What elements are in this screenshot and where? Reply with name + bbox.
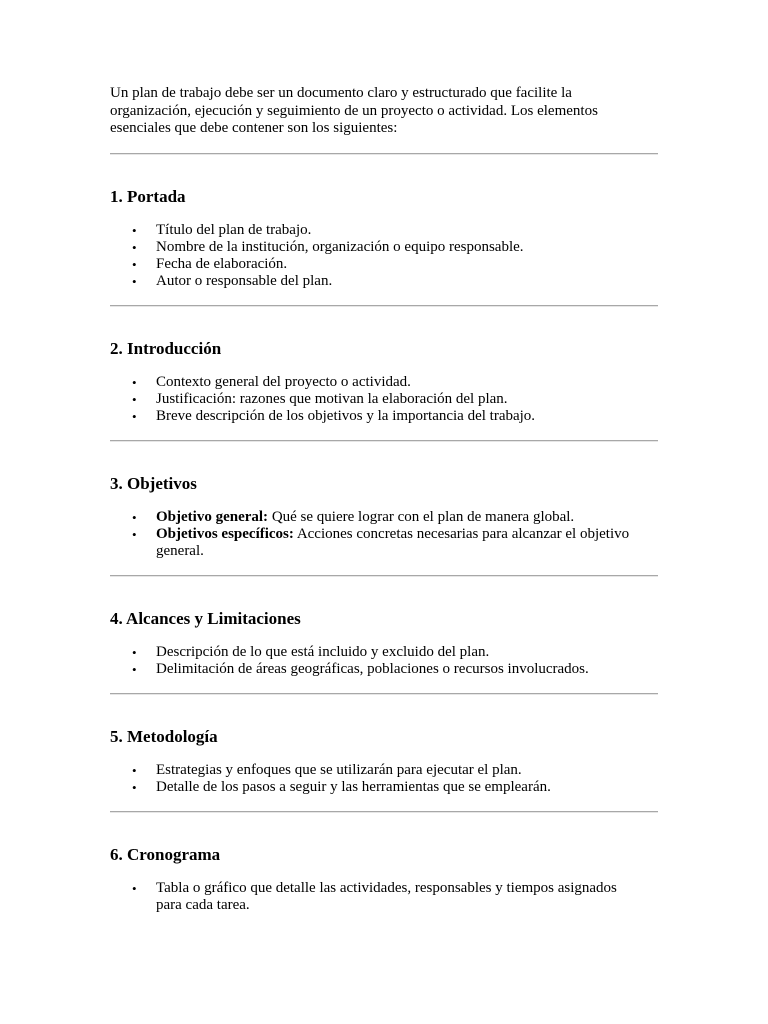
section-divider	[110, 153, 658, 155]
section-divider	[110, 693, 658, 695]
section-divider	[110, 811, 658, 813]
section-heading: 3. Objetivos	[110, 473, 197, 493]
bullet-list	[110, 222, 658, 290]
section-divider	[110, 440, 658, 442]
bullet-list	[110, 374, 658, 425]
item-lead: Objetivo general:	[156, 508, 269, 525]
bullet-list	[110, 762, 658, 796]
list-item: • Descripción de lo que está incluido y excluido del plan.	[156, 644, 646, 661]
item-text: Qué se quiere lograr con el plan de manera global.	[268, 508, 575, 525]
section-objetivos	[110, 474, 658, 577]
bullet-list	[110, 880, 658, 914]
list-item	[156, 509, 646, 526]
section-divider	[110, 575, 658, 577]
section-heading: 6. Cronograma	[110, 844, 221, 864]
list-item: • Contexto general del proyecto o actividad.	[156, 374, 646, 391]
list-item: • Título del plan de trabajo.	[156, 222, 646, 239]
section-introduccion	[110, 339, 658, 442]
list-item: • Nombre de la institución, organización o equipo responsable.	[156, 239, 646, 256]
list-item: • Delimitación de áreas geográficas, poblaciones o recursos involucrados.	[156, 661, 646, 678]
bullet-list	[110, 509, 658, 560]
section-metodologia	[110, 727, 658, 813]
bullet-list	[110, 644, 658, 678]
list-item: • Justificación: razones que motivan la elaboración del plan.	[156, 391, 646, 408]
list-item: • Fecha de elaboración.	[156, 256, 646, 273]
list-item: • Breve descripción de los objetivos y la importancia del trabajo.	[156, 408, 646, 425]
intro-paragraph: Un plan de trabajo debe ser un documento claro y estructurado que facilite la organización, ejecución y seguimiento de un proyecto o actividad. Los elementos esenciales que debe contener son los siguientes:	[110, 85, 598, 136]
section-divider	[110, 305, 658, 307]
list-item: • Tabla o gráfico que detalle las actividades, responsables y tiempos asignados para cada tarea.	[156, 880, 646, 914]
section-heading: 1. Portada	[110, 186, 186, 206]
section-heading: 2. Introducción	[110, 338, 222, 358]
section-cronograma	[110, 845, 658, 914]
section-portada	[110, 187, 658, 307]
list-item	[156, 526, 646, 560]
item-lead: Objetivos específicos:	[156, 525, 294, 542]
list-item: • Estrategias y enfoques que se utilizarán para ejecutar el plan.	[156, 762, 646, 779]
section-alcances	[110, 609, 658, 695]
section-heading: 4. Alcances y Limitaciones	[110, 608, 301, 628]
list-item: • Detalle de los pasos a seguir y las herramientas que se emplearán.	[156, 779, 646, 796]
item-text: Acciones concretas necesarias para alcanzar el objetivo general.	[156, 525, 630, 559]
list-item: • Autor o responsable del plan.	[156, 273, 646, 290]
section-heading: 5. Metodología	[110, 726, 218, 746]
